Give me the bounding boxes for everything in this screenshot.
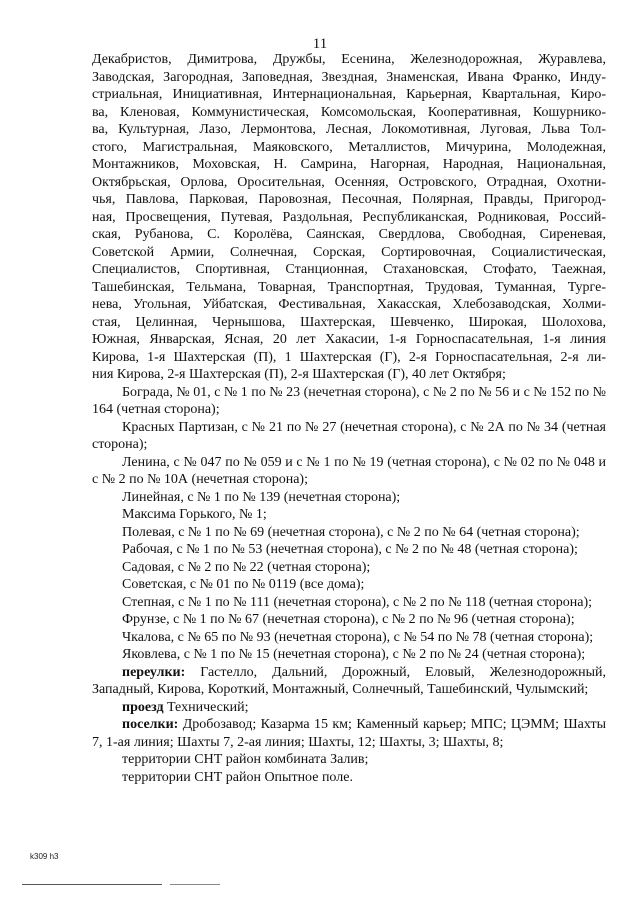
streets-line: Южная, Январская, Ясная, 20 лет Хакасии, 1-я Горноспасательная, 1-я линия — [92, 332, 606, 347]
streets-line: Октябрьская, Орлова, Оросительная, Осенняя, Островского, Отрадная, Охотни- — [92, 174, 606, 190]
streets-line: Ташебинская, Тельмана, Товарная, Транспортная, Трудовая, Туманная, Турге- — [92, 279, 606, 295]
street-krasnyh-partizan: Красных Партизан, с № 21 по № 27 (нечетная сторона), с № 2А по № 34 (четная сторона); — [92, 419, 606, 452]
streets-line: стая, Целинная, Чернышова, Шахтерская, Шевченко, Широкая, Шолохова, — [92, 314, 606, 330]
passage-label: проезд — [122, 699, 164, 715]
lanes-paragraph — [92, 664, 606, 699]
territory-item: территории СНТ район Опытное поле. — [122, 769, 353, 785]
street-chkalova: Чкалова, с № 65 по № 93 (нечетная сторона), с № 54 по № 78 (четная сторона); — [122, 629, 594, 645]
lanes-label: переулки: — [122, 664, 186, 680]
footer-code: k309 h3 — [30, 852, 59, 861]
settlements-paragraph — [92, 716, 606, 751]
territory-item: территории СНТ район комбината Залив; — [122, 752, 369, 767]
streets-line: Декабристов, Димитрова, Дружбы, Есенина, Железнодорожная, Журавлева, — [92, 52, 606, 67]
street-stepnaya: Степная, с № 1 по № 111 (нечетная сторона), с № 2 по № 118 (четная сторона); — [122, 594, 593, 610]
passage-text: Технический; — [163, 699, 249, 715]
settlements-text: Дробозавод; Казарма 15 км; Каменный карьер; МПС; ЦЭММ; Шахты 7, 1-ая линия; Шахты 7, 2-ая линия; Шахты, 12; Шахты, 3; Шахты, 8; — [92, 717, 606, 750]
passage-paragraph — [92, 699, 606, 717]
street-rabochaya: Рабочая, с № 1 по № 53 (нечетная сторона), с № 2 по № 48 (четная сторона); — [122, 542, 578, 557]
document-body — [92, 51, 606, 786]
settlements-label: поселки: — [122, 717, 179, 732]
street-sadovaya: Садовая, с № 2 по № 22 (четная сторона); — [122, 559, 371, 575]
street-bograda: Бограда, № 01, с № 1 по № 23 (нечетная сторона), с № 2 по № 56 и с № 152 по № 164 (четная сторона); — [92, 384, 606, 417]
streets-line: стого, Магистральная, Маяковского, Металлистов, Мичурина, Молодежная, — [92, 139, 606, 155]
scan-artifact-line — [170, 884, 220, 885]
streets-line: стриальная, Инициативная, Интернациональная, Карьерная, Квартальная, Киро- — [92, 87, 606, 102]
street-lineynaya: Линейная, с № 1 по № 139 (нечетная сторона); — [122, 489, 401, 505]
streets-line: ская, Рубанова, С. Королёва, Саянская, Свердлова, Свободная, Сиреневая, — [92, 227, 606, 242]
street-yakovleva: Яковлева, с № 1 по № 15 (нечетная сторона), с № 2 по № 24 (четная сторона); — [122, 647, 586, 662]
street-sovetskaya: Советская, с № 01 по № 0119 (все дома); — [122, 577, 365, 592]
street-frunze: Фрунзе, с № 1 по № 67 (нечетная сторона), с № 2 по № 96 (четная сторона); — [122, 612, 575, 627]
streets-line: нева, Угольная, Уйбатская, Фестивальная, Хакасская, Хлебозаводская, Холми- — [92, 297, 606, 312]
streets-line: ния Кирова, 2-я Шахтерская (П), 2-я Шахтерская (Г), 40 лет Октября; — [92, 367, 506, 382]
streets-list — [92, 51, 606, 384]
streets-line: ная, Просвещения, Путевая, Раздольная, Республиканская, Родниковая, Россий- — [92, 209, 606, 225]
street-maksima-gorkogo: Максима Горького, № 1; — [122, 507, 267, 522]
streets-line: ва, Кленовая, Коммунистическая, Комсомольская, Кооперативная, Кошурнико- — [92, 104, 606, 120]
streets-line: Монтажников, Моховская, Н. Самрина, Нагорная, Народная, Национальная, — [92, 157, 606, 172]
streets-line: Специалистов, Спортивная, Станционная, Стахановская, Стофато, Таежная, — [92, 262, 606, 277]
lanes-text: Гастелло, Дальний, Дорожный, Еловый, Железнодорожный, Западный, Кирова, Короткий, Монтажный, Солнечный, Ташебинский, Чулымский; — [92, 664, 606, 697]
page-number: 11 — [312, 36, 328, 52]
streets-line: ва, Культурная, Лазо, Лермонтова, Лесная, Локомотивная, Луговая, Льва Тол- — [92, 122, 606, 137]
streets-line: Советской Армии, Солнечная, Сорская, Сортировочная, Социалистическая, — [92, 244, 606, 260]
street-lenina: Ленина, с № 047 по № 059 и с № 1 по № 19 (четная сторона), с № 02 по № 048 и с № 2 по № 10А (нечетная сторона); — [92, 454, 606, 487]
streets-line: Кирова, 1-я Шахтерская (П), 1 Шахтерская (Г), 2-я Горноспасательная, 2-я ли- — [92, 349, 606, 365]
scan-artifact-line — [22, 884, 162, 885]
streets-line: Заводская, Загородная, Заповедная, Звездная, Знаменская, Ивана Франко, Инду- — [92, 69, 606, 85]
street-polevaya: Полевая, с № 1 по № 69 (нечетная сторона), с № 2 по № 64 (четная сторона); — [122, 524, 580, 540]
streets-line: чья, Павлова, Парковая, Паровозная, Песочная, Полярная, Правды, Пригород- — [92, 192, 606, 207]
